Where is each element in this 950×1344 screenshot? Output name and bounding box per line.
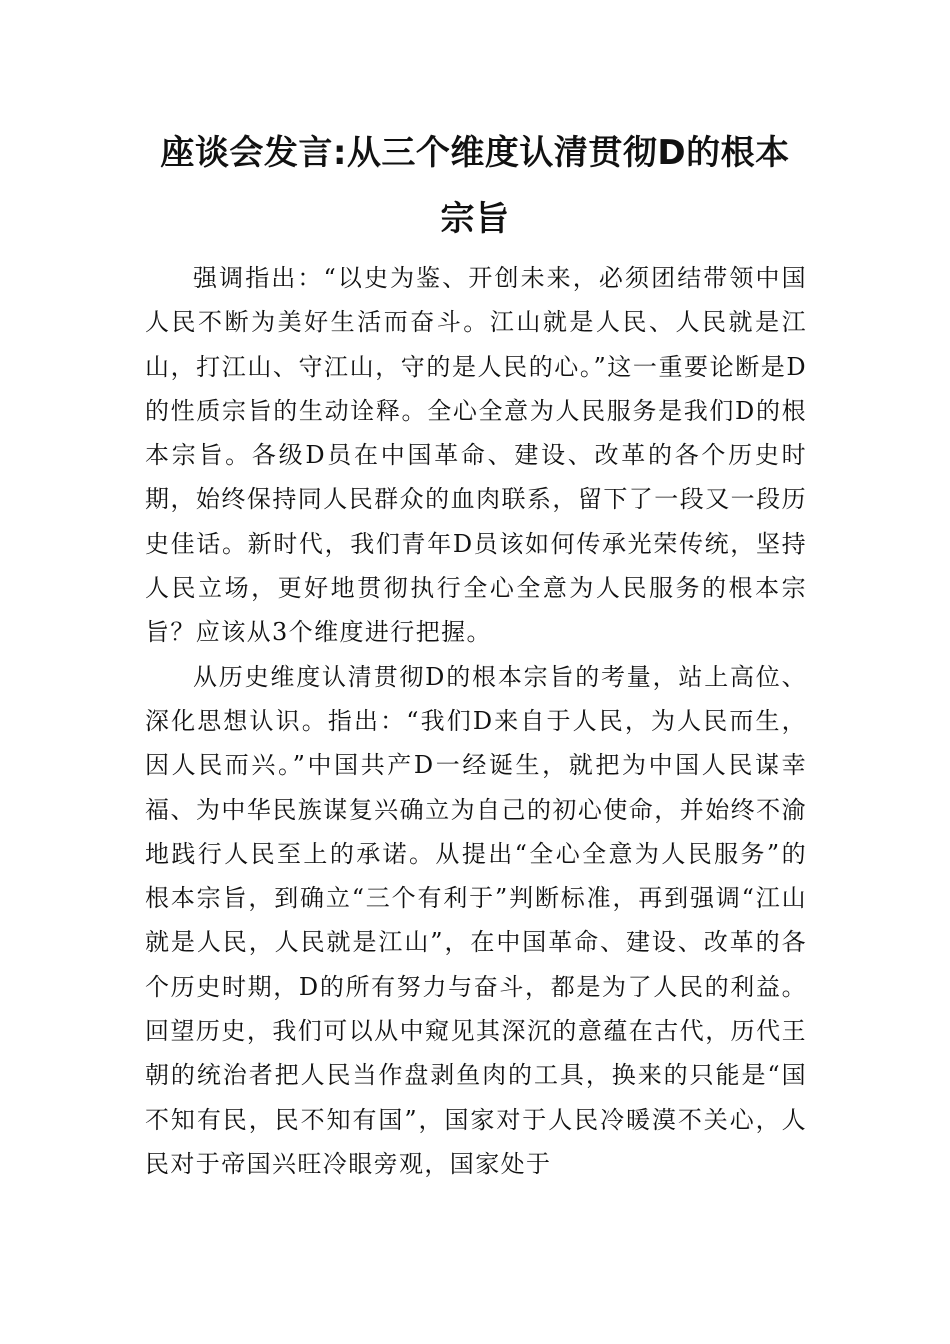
paragraph-historical-dimension: 从历史维度认清贯彻D的根本宗旨的考量，站上高位、深化思想认识。指出：“我们D来自于人民，为人民而生，因人民而兴。”中国共产D一经诞生，就把为中国人民谋幸福、为中华民族谋复兴确立为自己的初心使命，并始终不渝地践行人民至上的承诺。从提出“全心全意为人民服务”的根本宗旨，到确立“三个有利于”判断标准，再到强调“江山就是人民，人民就是江山”，在中国革命、建设、改革的各个历史时期，D的所有努力与奋斗，都是为了人民的利益。回望历史，我们可以从中窥见其深沉的意蕴在古代，历代王朝的统治者把人民当作盘剥鱼肉的工具，换来的只能是“国不知有民，民不知有国”，国家对于人民冷暖漠不关心，人民对于帝国兴旺冷眼旁观，国家处于 <box>145 662 807 1178</box>
document-title: 座谈会发言:从三个维度认清贯彻D的根本宗旨 <box>160 133 790 239</box>
document-body <box>145 256 807 1186</box>
paragraph-intro: 强调指出：“以史为鉴、开创未来，必须团结带领中国人民不断为美好生活而奋斗。江山就是人民、人民就是江山，打江山、守江山，守的是人民的心。”这一重要论断是D的性质宗旨的生动诠释。全心全意为人民服务是我们D的根本宗旨。各级D员在中国革命、建设、改革的各个历史时期，始终保持同人民群众的血肉联系，留下了一段又一段历史佳话。新时代，我们青年D员该如何传承光荣传统，坚持人民立场，更好地贯彻执行全心全意为人民服务的根本宗旨？应该从3个维度进行把握。 <box>145 264 807 647</box>
